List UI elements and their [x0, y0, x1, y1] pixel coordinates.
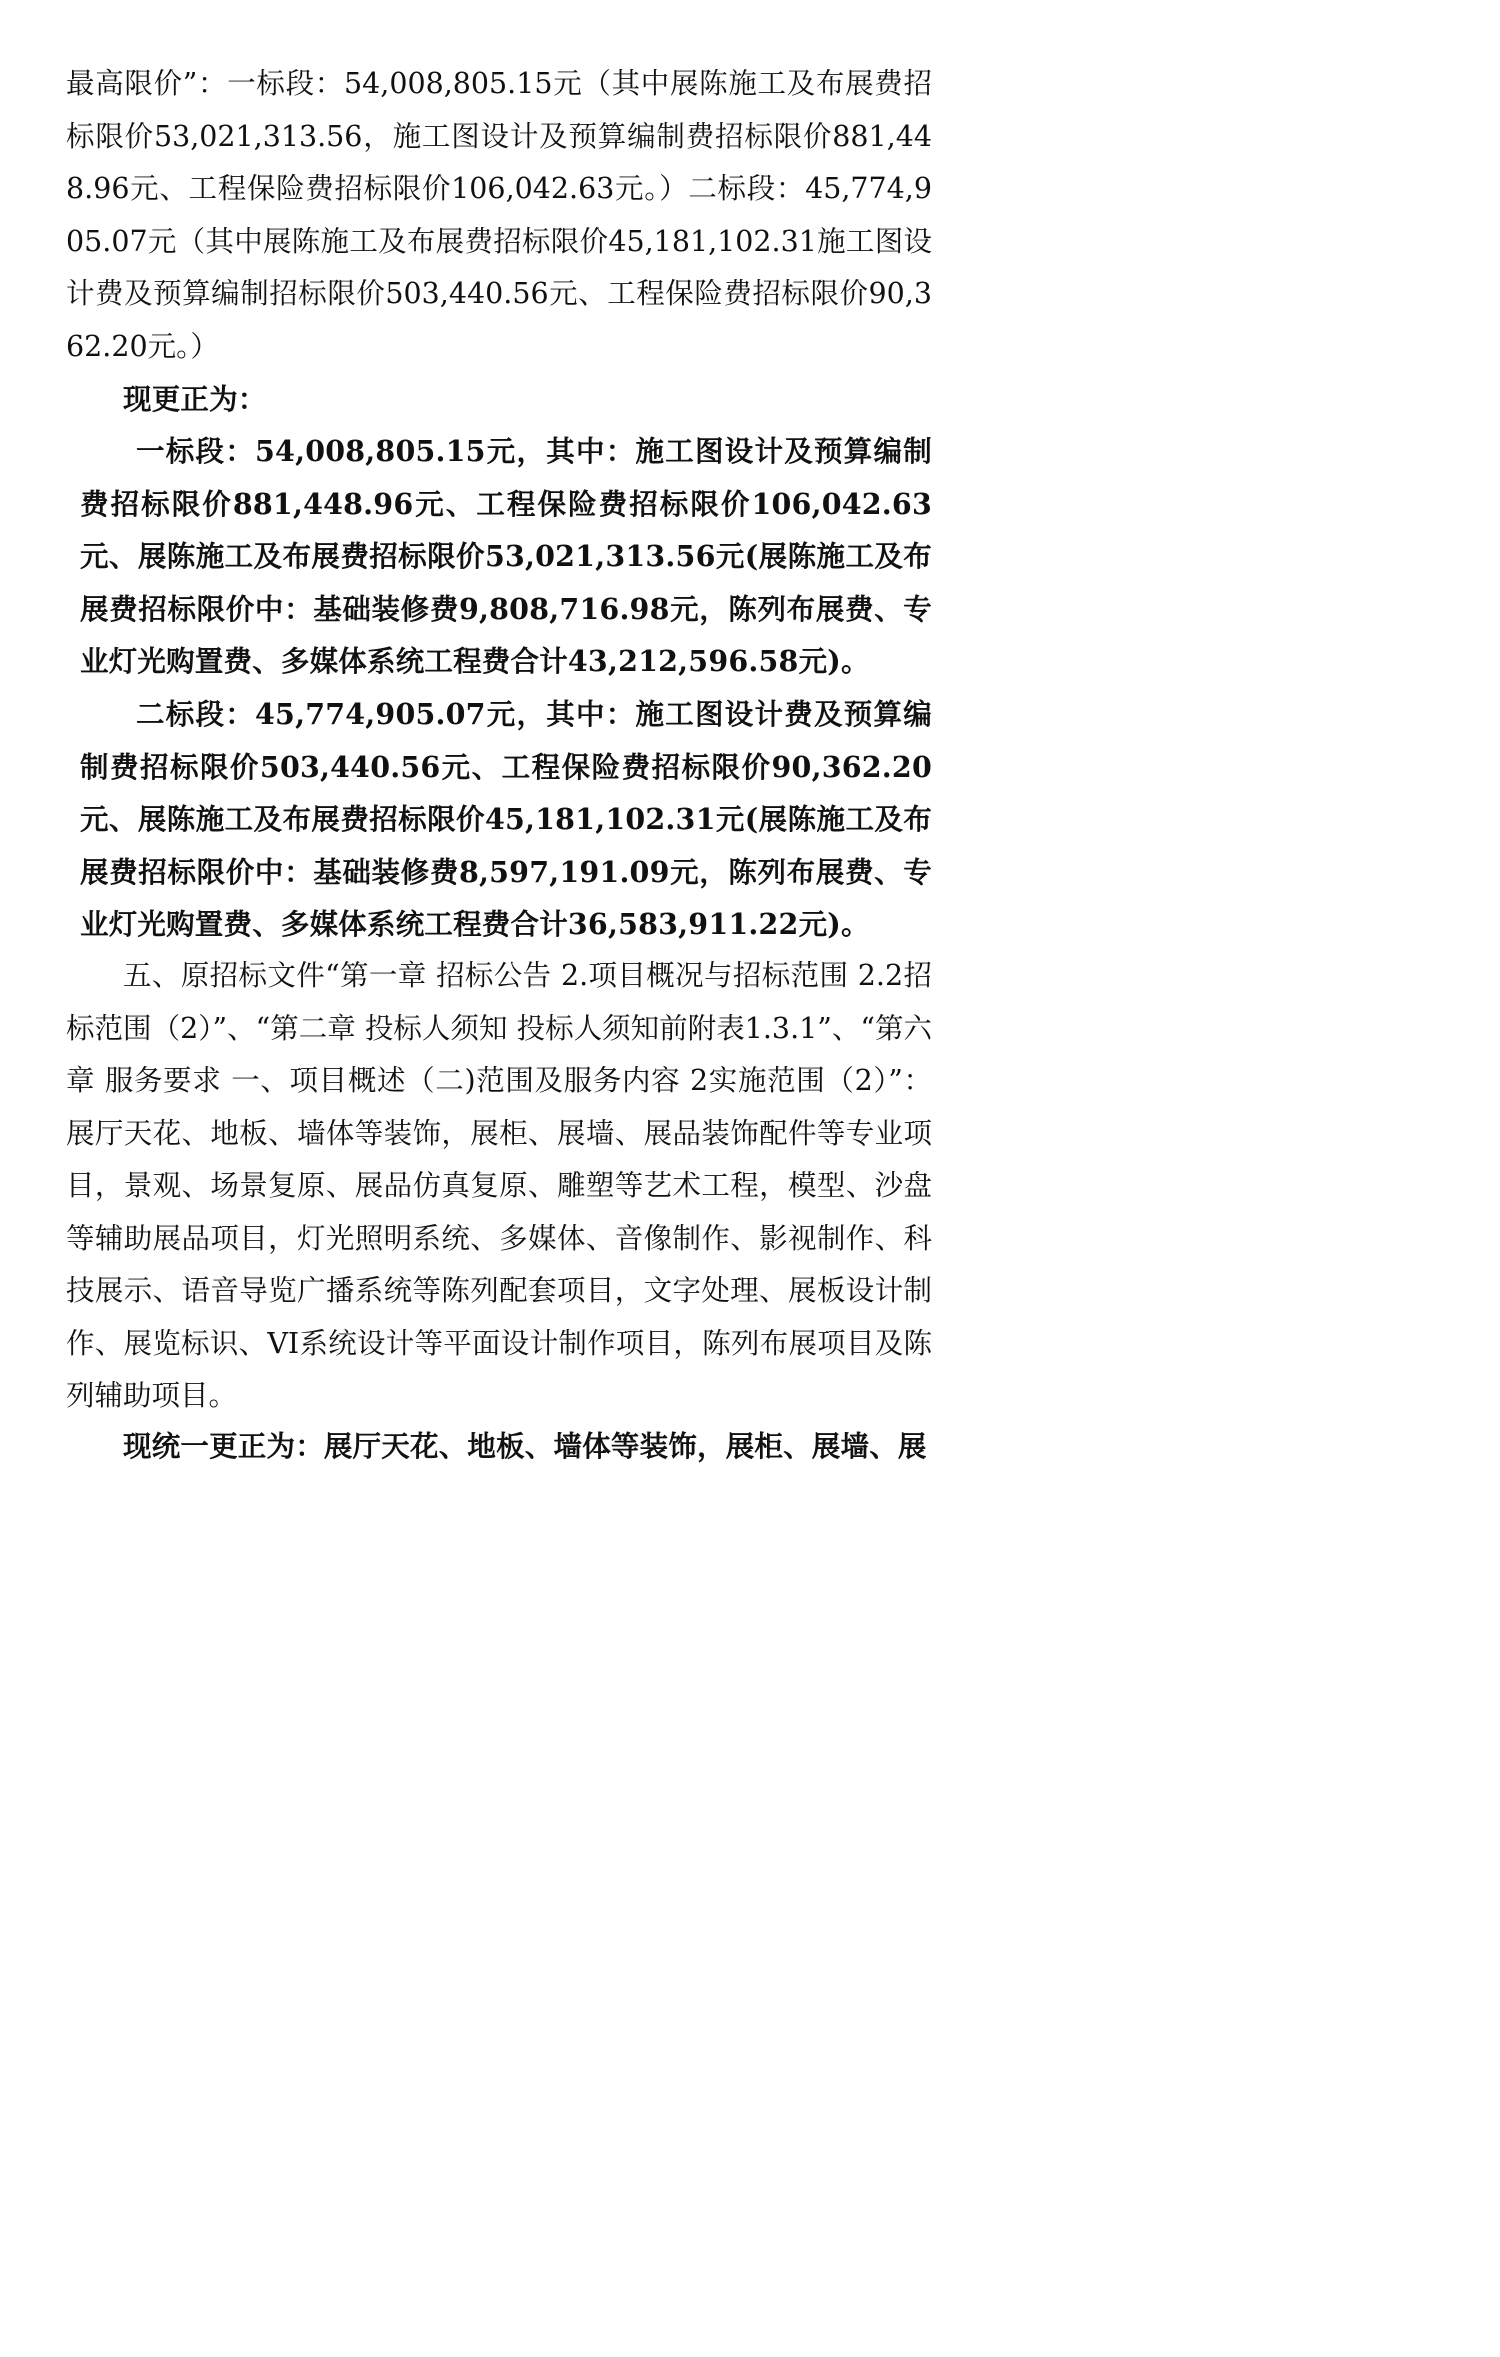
paragraph-section-five: 五、原招标文件“第一章 招标公告 2.项目概况与招标范围 2.2招标范围（2）”、“第二章 投标人须知 投标人须知前附表1.3.1”、“第六章 服务要求 一、项目概述（二)范围及服务内容 2实施范围（2）”：展厅天花、地板、墙体等装饰，展柜、展墙、展品装饰配件等专业项目，景观、场景复原、展品仿真复原、雕塑等艺术工程，模型、沙盘等辅助展品项目，灯光照明系统、多媒体、音像制作、影视制作、科技展示、语音导览广播系统等陈列配套项目，文字处理、展板设计制作、展览标识、VI系统设计等平面设计制作项目，陈列布展项目及陈列辅助项目。 — [66, 959, 932, 1412]
paragraph-lot2-correction: 二标段：45,774,905.07元，其中：施工图设计费及预算编制费招标限价503,440.56元、工程保险费招标限价90,362.20元、展陈施工及布展费招标限价45,181,102.31元(展陈施工及布展费招标限价中：基础装修费8,597,191.09元，陈列布展费、专业灯光购置费、多媒体系统工程费合计36,583,911.22元)。 — [80, 697, 932, 941]
paragraph-original-price: 最高限价”：一标段：54,008,805.15元（其中展陈施工及布展费招标限价53,021,313.56，施工图设计及预算编制费招标限价881,448.96元、工程保险费招标限价106,042.63元。）二标段：45,774,905.07元（其中展陈施工及布展费招标限价45,181,102.31施工图设计费及预算编制招标限价503,440.56元、工程保险费招标限价90,362.20元。） — [66, 67, 932, 363]
paragraph-correction-heading: 现更正为： — [123, 382, 267, 416]
paragraph-lot1-correction: 一标段：54,008,805.15元，其中：施工图设计及预算编制费招标限价881,448.96元、工程保险费招标限价106,042.63元、展陈施工及布展费招标限价53,021,313.56元(展陈施工及布展费招标限价中：基础装修费9,808,716.98元，陈列布展费、专业灯光购置费、多媒体系统工程费合计43,212,596.58元)。 — [80, 434, 932, 678]
paragraph-unified-correction: 现统一更正为：展厅天花、地板、墙体等装饰，展柜、展墙、展 — [123, 1429, 927, 1463]
document-page — [0, 0, 1000, 1571]
